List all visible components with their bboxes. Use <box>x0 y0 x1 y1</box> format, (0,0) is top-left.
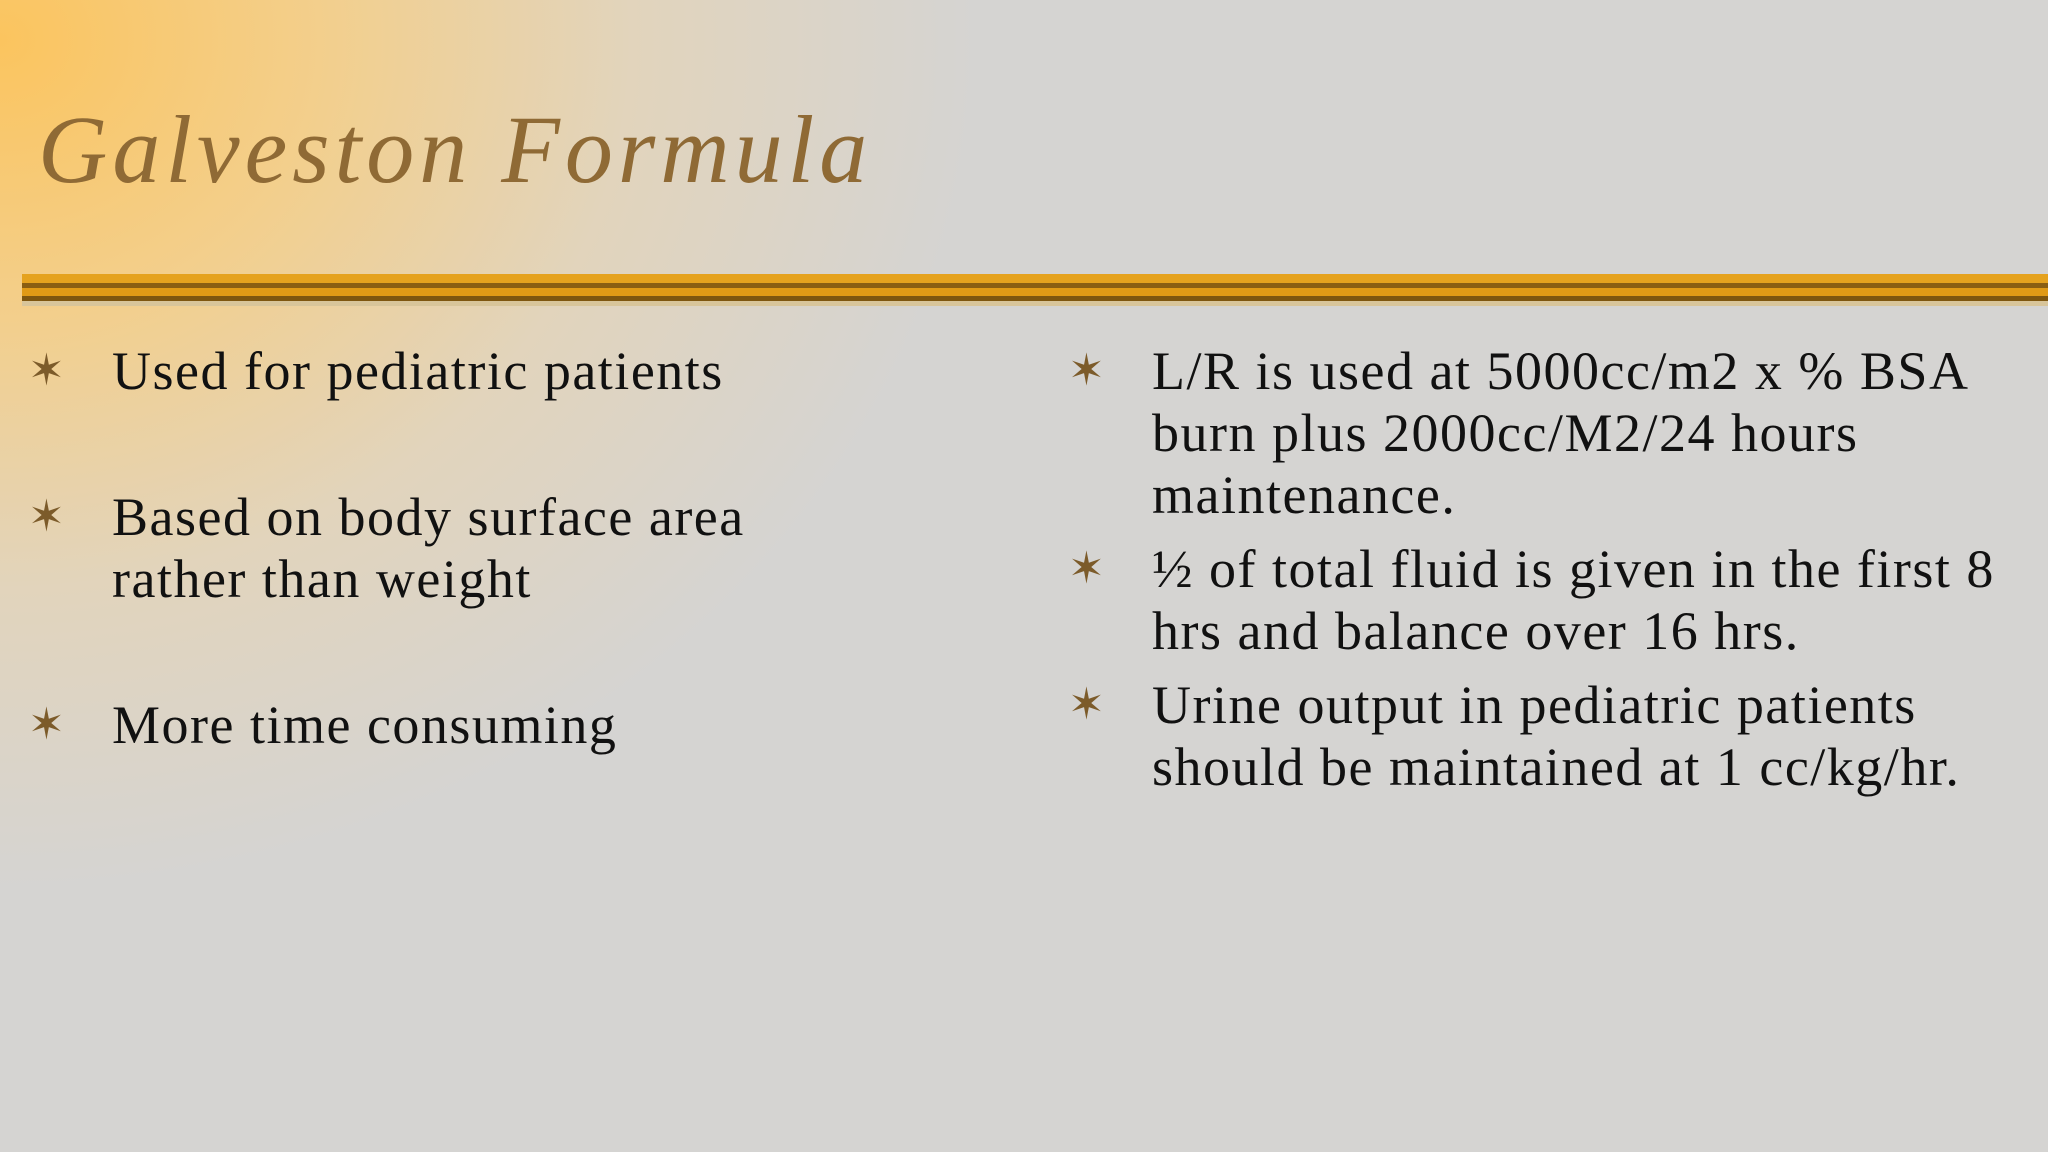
bullet-item <box>1068 538 2028 662</box>
title-divider <box>22 274 2048 306</box>
bullet-text: ½ of total fluid is given in the first 8 hrs and balance over 16 hrs. <box>1152 539 1995 661</box>
star-bullet-icon: ✶ <box>1068 680 1107 729</box>
bullet-text: Based on body surface area rather than weight <box>112 487 745 609</box>
bullet-item <box>1068 674 2028 798</box>
slide-title: Galveston Formula <box>38 96 873 203</box>
star-bullet-icon: ✶ <box>28 346 67 395</box>
left-bullet-list <box>28 340 888 840</box>
star-bullet-icon: ✶ <box>1068 346 1107 395</box>
bullet-text: More time consuming <box>112 695 618 755</box>
bullet-text: Used for pediatric patients <box>112 341 724 401</box>
right-bullet-list <box>1068 340 2028 810</box>
bullet-text: L/R is used at 5000cc/m2 x % BSA burn plus 2000cc/M2/24 hours maintenance. <box>1152 341 1967 525</box>
bullet-item <box>1068 340 2028 526</box>
star-bullet-icon: ✶ <box>1068 544 1107 593</box>
star-bullet-icon: ✶ <box>28 700 67 749</box>
bullet-item <box>28 340 888 402</box>
star-bullet-icon: ✶ <box>28 492 67 541</box>
bullet-text: Urine output in pediatric patients should be maintained at 1 cc/kg/hr. <box>1152 675 1961 797</box>
bullet-item <box>28 486 888 610</box>
bullet-item <box>28 694 888 756</box>
